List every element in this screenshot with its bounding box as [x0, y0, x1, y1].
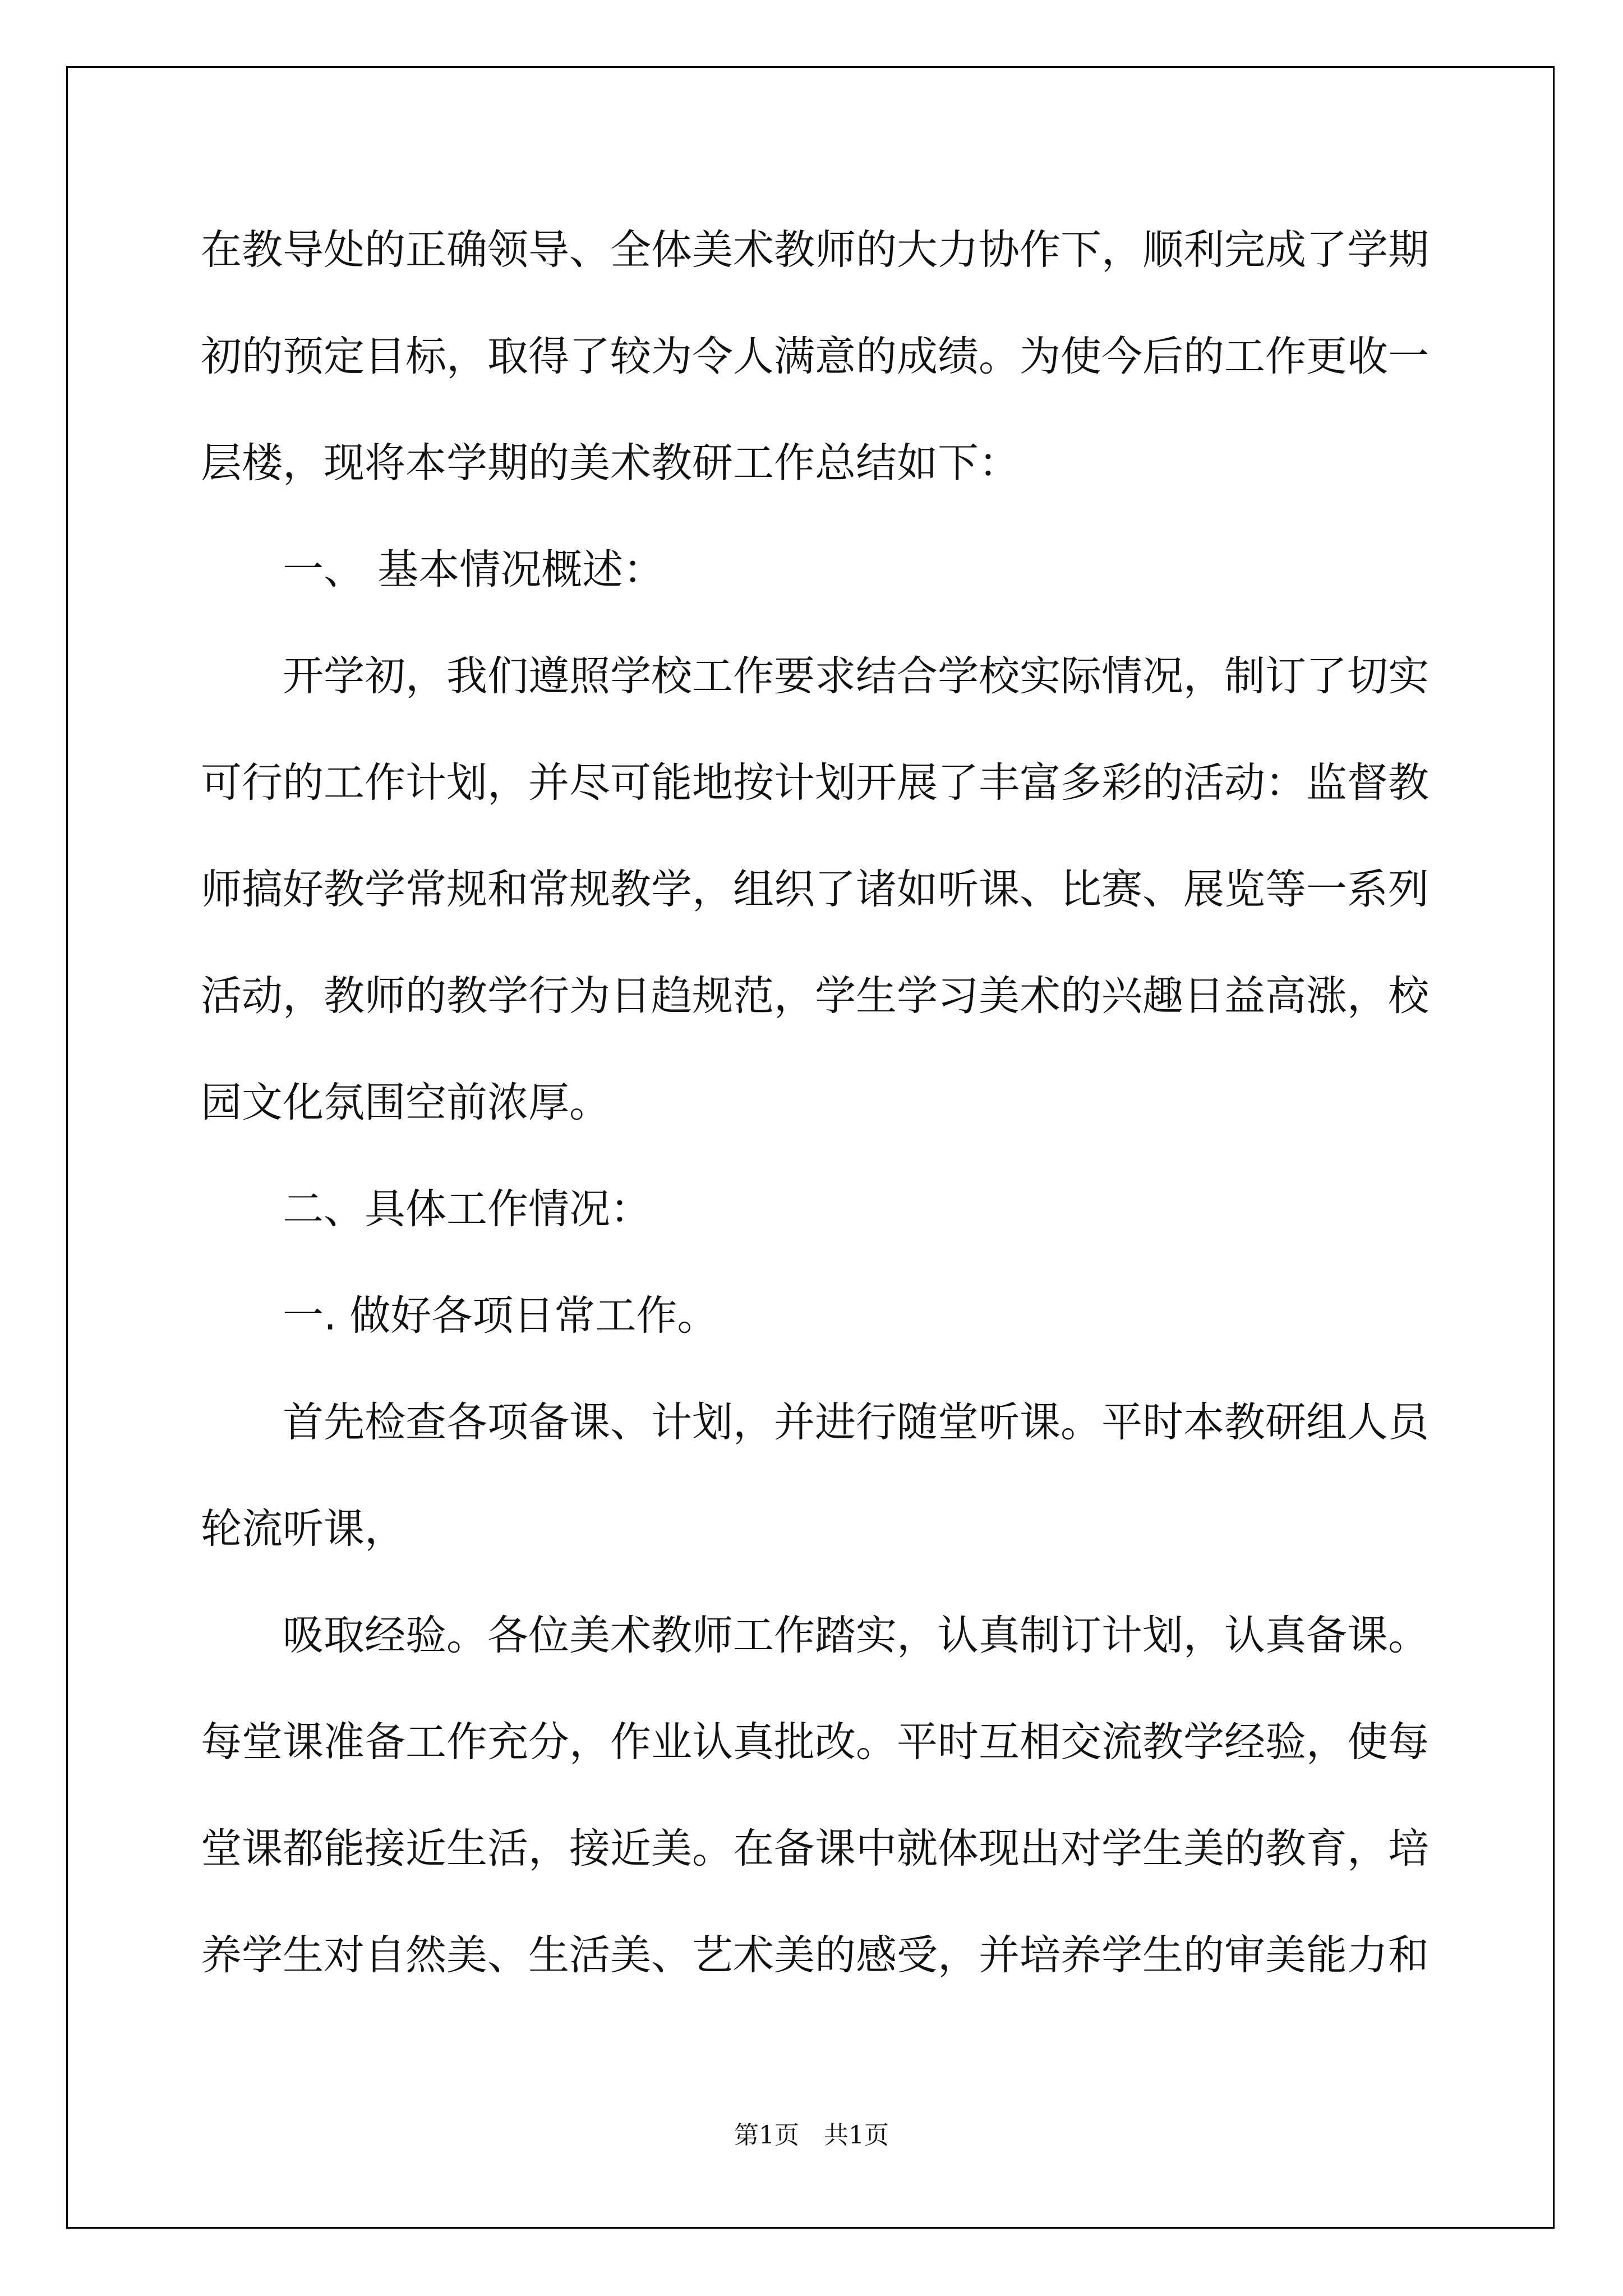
paragraph-line: 师搞好教学常规和常规教学，组织了诸如听课、比赛、展览等一系列 [201, 866, 1429, 913]
paragraph-line: 可行的工作计划，并尽可能地按计划开展了丰富多彩的活动：监督教 [201, 759, 1429, 807]
paragraph-line: 轮流听课， [201, 1505, 405, 1553]
paragraph-line: 初的预定目标，取得了较为令人满意的成绩。为使今后的工作更收一 [201, 333, 1429, 380]
subsection-heading: 一. 做好各项日常工作。 [283, 1292, 718, 1340]
paragraph-line: 在教导处的正确领导、全体美术教师的大力协作下，顺利完成了学期 [201, 226, 1429, 274]
paragraph-line: 养学生对自然美、生活美、艺术美的感受，并培养学生的审美能力和 [201, 1931, 1429, 1979]
paragraph-line: 层楼，现将本学期的美术教研工作总结如下： [201, 439, 1020, 487]
section-heading: 一、 基本情况概述： [283, 546, 665, 593]
paragraph-line: 每堂课准备工作充分，作业认真批改。平时互相交流教学经验，使每 [201, 1718, 1429, 1766]
page-number-footer: 第1页 共1页 [734, 2121, 889, 2150]
paragraph-line: 活动，教师的教学行为日趋规范，学生学习美术的兴趣日益高涨，校 [201, 972, 1429, 1020]
paragraph-line: 开学初，我们遵照学校工作要求结合学校实际情况，制订了切实 [283, 652, 1429, 700]
paragraph-line: 园文化氛围空前浓厚。 [201, 1079, 610, 1126]
paragraph-line: 首先检查各项备课、计划，并进行随堂听课。平时本教研组人员 [283, 1398, 1429, 1446]
paragraph-line: 堂课都能接近生活，接近美。在备课中就体现出对学生美的教育，培 [201, 1825, 1429, 1872]
section-heading: 二、具体工作情况： [283, 1185, 651, 1233]
paragraph-line: 吸取经验。各位美术教师工作踏实，认真制订计划，认真备课。 [283, 1612, 1429, 1659]
